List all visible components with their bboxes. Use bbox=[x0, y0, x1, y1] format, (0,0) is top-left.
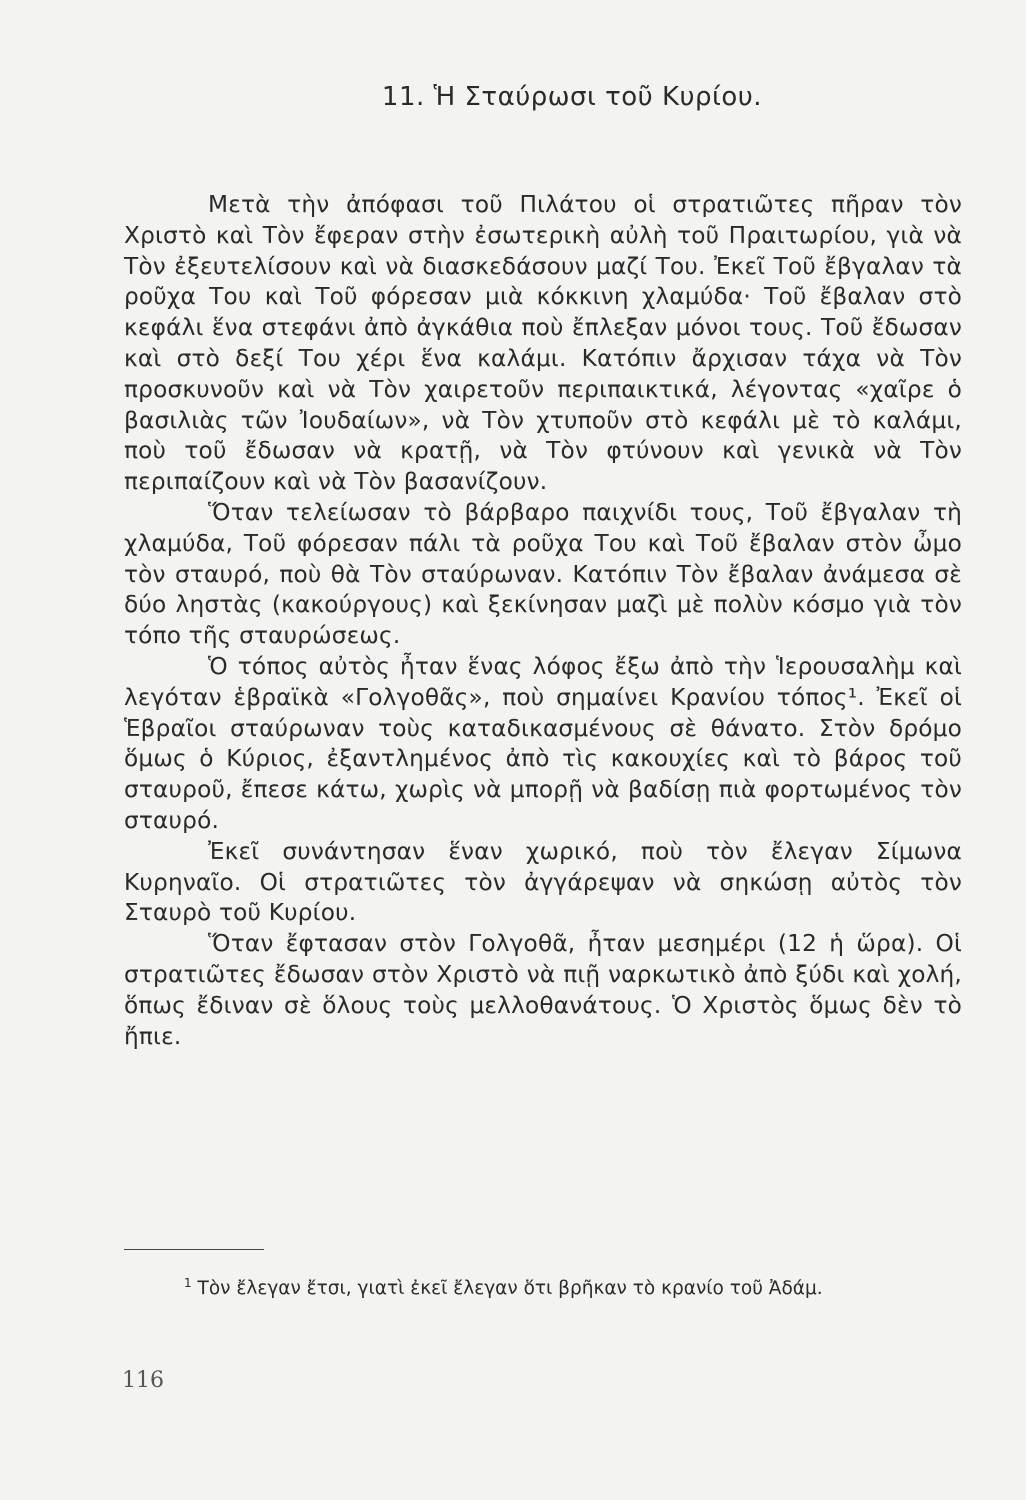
chapter-body bbox=[124, 190, 962, 1052]
paragraph-3: Ὁ τόπος αὐτὸς ἦταν ἕνας λόφος ἔξω ἀπὸ τὴν Ἱερουσαλὴμ καὶ λεγόταν ἑβραϊκὰ «Γολγοθᾶς», ποὺ σημαίνει Κρανίου τόπος¹. Ἐκεῖ οἱ Ἑβραῖοι σταύρωναν τοὺς καταδικασμένους σὲ θάνατο. Στὸν δρόμο ὅμως ὁ Κύριος, ἐξαντλημένος ἀπὸ τὶς κακουχίες καὶ τὸ βάρος τοῦ σταυροῦ, ἔπεσε κάτω, χωρὶς νὰ μπορῇ νὰ βαδίσῃ πιὰ φορτωμένος τὸν σταυρό. bbox=[124, 652, 962, 834]
footnote bbox=[124, 1275, 954, 1302]
paragraph-2: Ὅταν τελείωσαν τὸ βάρβαρο παιχνίδι τους, Τοῦ ἔβγαλαν τὴ χλαμύδα, Τοῦ φόρεσαν πάλι τὰ ροῦχα Του καὶ Τοῦ ἔβαλαν στὸν ὦμο τὸν σταυρό, ποὺ θὰ Τὸν σταύρωναν. Κατόπιν Τὸν ἔβαλαν ἀνάμεσα σὲ δύο ληστὰς (κακούργους) καὶ ξεκίνησαν μαζὶ μὲ πολὺν κόσμο γιὰ τὸν τόπο τῆς σταυρώσεως. bbox=[124, 498, 962, 650]
footnote-text: Τὸν ἔλεγαν ἔτσι, γιατὶ ἐκεῖ ἔλεγαν ὅτι βρῆκαν τὸ κρανίο τοῦ Ἀδάμ. bbox=[197, 1278, 823, 1299]
footnote-divider bbox=[124, 1249, 264, 1250]
chapter-title: 11. Ἡ Σταύρωσι τοῦ Κυρίου. bbox=[381, 82, 763, 112]
paragraph-4: Ἐκεῖ συνάντησαν ἕναν χωρικό, ποὺ τὸν ἔλεγαν Σίμωνα Κυρηναῖο. Οἱ στρατιῶτες τὸν ἀγγάρεψαν νὰ σηκώσῃ αὐτὸς τὸν Σταυρὸ τοῦ Κυρίου. bbox=[124, 837, 962, 927]
paragraph-5: Ὅταν ἔφτασαν στὸν Γολγοθᾶ, ἦταν μεσημέρι (12 ἡ ὥρα). Οἱ στρατιῶτες ἔδωσαν στὸν Χριστὸ νὰ πιῇ ναρκωτικὸ ἀπὸ ξύδι καὶ χολή, ὅπως ἔδιναν σὲ ὅλους τοὺς μελλοθανάτους. Ὁ Χριστὸς ὅμως δὲν τὸ ἤπιε. bbox=[124, 930, 962, 1050]
paragraph-1: Μετὰ τὴν ἀπόφασι τοῦ Πιλάτου οἱ στρατιῶτες πῆραν τὸν Χριστὸ καὶ Τὸν ἔφεραν στὴν ἐσωτερικὴ αὐλὴ τοῦ Πραιτωρίου, γιὰ νὰ Τὸν ἐξευτελίσουν καὶ νὰ διασκεδάσουν μαζί Του. Ἐκεῖ Τοῦ ἔβγαλαν τὰ ροῦχα Του καὶ Τοῦ φόρεσαν μιὰ κόκκινη χλαμύδα· Τοῦ ἔβαλαν στὸ κεφάλι ἕνα στεφάνι ἀπὸ ἀγκάθια ποὺ ἔπλεξαν μόνοι τους. Τοῦ ἔδωσαν καὶ στὸ δεξί Του χέρι ἕνα καλάμι. Κατόπιν ἄρχισαν τάχα νὰ Τὸν προσκυνοῦν καὶ νὰ Τὸν χαιρετοῦν περιπαικτικά, λέγοντας «χαῖρε ὁ βασιλιὰς τῶν Ἰουδαίων», νὰ Τὸν χτυποῦν στὸ κεφάλι μὲ τὸ καλάμι, ποὺ τοῦ ἔδωσαν νὰ κρατῇ, νὰ Τὸν φτύνουν καὶ γενικὰ νὰ Τὸν περιπαίζουν καὶ νὰ Τὸν βασανίζουν. bbox=[124, 191, 962, 496]
footnote-marker: 1 bbox=[184, 1275, 192, 1290]
page-number: 116 bbox=[122, 1368, 164, 1393]
